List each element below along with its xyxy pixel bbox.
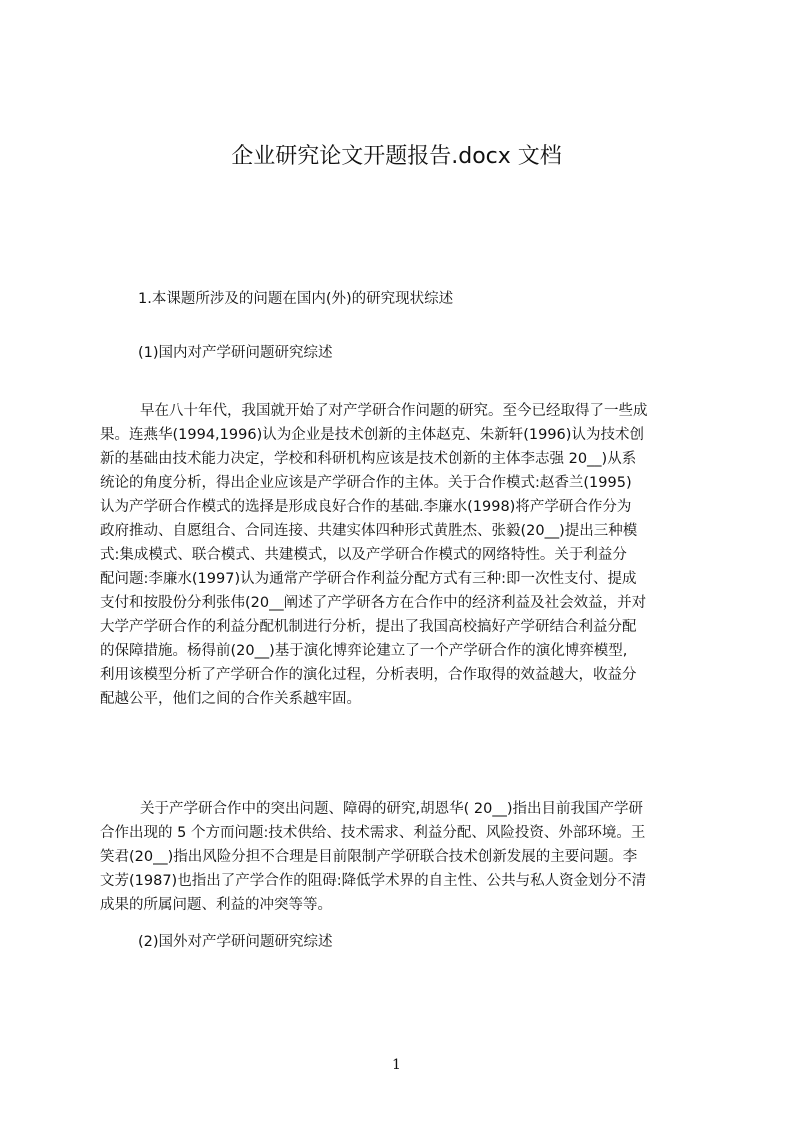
document-title: 企业研究论文开题报告.docx 文档 — [231, 144, 562, 169]
paragraph-line: 笑君(20__)指出风险分担不合理是目前限制产学研联合技术创新发展的主要问题。李 — [100, 849, 638, 865]
paragraph-obstacles-review — [100, 797, 697, 917]
paragraph-line: 大学产学研合作的利益分配机制进行分析，提出了我国高校搞好产学研结合利益分配 — [100, 619, 637, 635]
subsection-heading-foreign: (2)国外对产学研问题研究综述 — [138, 934, 333, 950]
paragraph-line: 式:集成模式、联合模式、共建模式，以及产学研合作模式的网络特性。关于利益分 — [100, 547, 627, 563]
paragraph-line: 配越公平，他们之间的合作关系越牢固。 — [100, 691, 361, 707]
paragraph-line: 早在八十年代，我国就开始了对产学研合作问题的研究。至今已经取得了一些成 — [140, 403, 648, 419]
paragraph-line: 配问题:李廉水(1997)认为通常产学研合作利益分配方式有三种:即一次性支付、提成 — [100, 571, 637, 587]
paragraph-line: 利用该模型分析了产学研合作的演化过程，分析表明，合作取得的效益越大，收益分 — [100, 667, 637, 683]
paragraph-line: 果。连燕华(1994,1996)认为企业是技术创新的主体赵克、朱新轩(1996)认为技术创 — [100, 427, 644, 443]
paragraph-domestic-review — [100, 399, 697, 711]
paragraph-line: 关于产学研合作中的突出问题、障碍的研究,胡恩华( 20__)指出目前我国产学研 — [140, 801, 643, 817]
section-heading: 1.本课题所涉及的问题在国内(外)的研究现状综述 — [138, 291, 454, 307]
paragraph-line: 合作出现的 5 个方而问题:技术供给、技术需求、利益分配、风险投资、外部环境。王 — [100, 825, 646, 841]
subsection-heading-domestic: (1)国内对产学研问题研究综述 — [138, 345, 333, 361]
paragraph-line: 政府推动、自愿组合、合同连接、共建实体四种形式黄胜杰、张毅(20__)提出三种模 — [100, 523, 638, 539]
paragraph-line: 新的基础由技术能力决定，学校和科研机构应该是技术创新的主体李志强 20__)从系 — [100, 451, 637, 467]
page-number: 1 — [392, 1057, 401, 1073]
paragraph-line: 认为产学研合作模式的选择是形成良好合作的基础.李廉水(1998)将产学研合作分为 — [100, 499, 632, 515]
paragraph-line: 文芳(1987)也指出了产学合作的阻碍:降低学术界的自主性、公共与私人资金划分不清 — [100, 873, 647, 889]
paragraph-line: 成果的所属问题、利益的冲突等等。 — [100, 897, 332, 913]
paragraph-line: 的保障措施。杨得前(20__)基于演化博弈论建立了一个产学研合作的演化博弈模型, — [100, 643, 628, 659]
paragraph-line: 统论的角度分析，得出企业应该是产学研合作的主体。关于合作模式:赵香兰(1995) — [100, 475, 632, 491]
paragraph-line: 支付和按股份分利张伟(20__阐述了产学研各方在合作中的经济利益及社会效益，并对 — [100, 595, 647, 611]
